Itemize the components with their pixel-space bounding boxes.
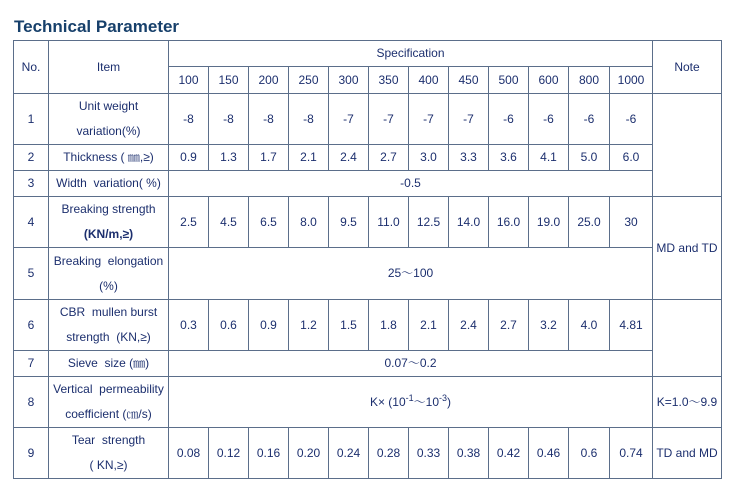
value-cell: 0.6 [569,428,610,479]
value-cell: -7 [409,94,449,145]
value-cell: 0.20 [289,428,329,479]
table-row [14,145,722,171]
value-cell: 1.7 [249,145,289,171]
row-number: 7 [14,351,49,377]
row-item-line: Breaking strength [61,202,156,216]
row-item-line: ( KN,≥) [89,458,128,472]
value-cell: 1.3 [209,145,249,171]
permeability-exp2: -3 [439,392,448,403]
size-header: 200 [249,67,289,94]
value-cell: 0.46 [529,428,569,479]
value-cell: 16.0 [489,197,529,248]
table-row [14,428,722,479]
note-cell-empty [653,94,722,197]
note-k-range: K=1.0～9.9 [653,377,722,428]
row-item [49,94,169,145]
size-header: 400 [409,67,449,94]
value-cell: 11.0 [369,197,409,248]
value-cell: 2.5 [169,197,209,248]
value-cell: 0.9 [169,145,209,171]
row-number: 8 [14,377,49,428]
value-cell: -6 [489,94,529,145]
row-item-line: (KN/m,≥) [83,227,134,241]
row-item-line: Vertical permeability [53,382,164,396]
value-cell: 1.8 [369,300,409,351]
note-cell-empty [653,300,722,377]
row-item [49,351,169,377]
value-cell: 0.24 [329,428,369,479]
value-cell: 0.6 [209,300,249,351]
note-td-md: TD and MD [653,428,722,479]
header-item: Item [49,41,169,94]
row-item [49,248,169,300]
value-cell: -6 [569,94,610,145]
table-row [14,94,722,145]
value-cell: 8.0 [289,197,329,248]
value-cell: 0.08 [169,428,209,479]
value-cell: 0.12 [209,428,249,479]
value-cell: 19.0 [529,197,569,248]
value-cell: 4.5 [209,197,249,248]
row-item [49,145,169,171]
row-item [49,428,169,479]
value-cell: 25.0 [569,197,610,248]
row-item [49,197,169,248]
value-cell: 3.2 [529,300,569,351]
page-title: Technical Parameter [14,17,180,36]
value-cell: 0.74 [610,428,653,479]
span-value-cell: -0.5 [169,171,653,197]
size-header: 1000 [610,67,653,94]
value-cell: 0.3 [169,300,209,351]
row-item-line: Tear strength [71,433,146,447]
header-no: No. [14,41,49,94]
value-cell: 14.0 [449,197,489,248]
table-row [14,377,722,428]
header-note: Note [653,41,722,94]
technical-parameter-table [13,40,722,479]
value-cell: 0.42 [489,428,529,479]
span-value-cell: 25～100 [169,248,653,300]
value-cell: -8 [169,94,209,145]
row-item-line: Thickness ( ㎜,≥) [63,150,154,164]
value-cell: -6 [529,94,569,145]
row-number: 3 [14,171,49,197]
header-specification: Specification [169,41,653,67]
size-header: 350 [369,67,409,94]
value-cell: 5.0 [569,145,610,171]
size-header: 500 [489,67,529,94]
value-cell: -7 [369,94,409,145]
value-cell: 1.2 [289,300,329,351]
value-cell: 3.3 [449,145,489,171]
row-number: 1 [14,94,49,145]
row-item [49,377,169,428]
value-cell: 2.4 [449,300,489,351]
value-cell: -7 [329,94,369,145]
value-cell: 0.16 [249,428,289,479]
value-cell: 3.6 [489,145,529,171]
size-header: 450 [449,67,489,94]
row-item-line: Breaking elongation [53,253,164,268]
row-item-line: coefficient (㎝/s) [65,407,152,421]
size-header: 600 [529,67,569,94]
table-row [14,248,722,300]
value-cell: 4.1 [529,145,569,171]
row-number: 5 [14,248,49,300]
row-number: 9 [14,428,49,479]
value-cell: 1.5 [329,300,369,351]
note-md-td: MD and TD [653,197,722,300]
permeability-prefix: K× (10 [369,394,406,409]
row-number: 6 [14,300,49,351]
header-row [14,41,722,67]
permeability-exp1: -1 [405,392,414,403]
value-cell: -7 [449,94,489,145]
row-item-line: (%) [99,278,118,293]
value-cell: 0.9 [249,300,289,351]
value-cell: 2.7 [369,145,409,171]
value-cell: -6 [610,94,653,145]
row-item-line: CBR mullen burst [59,305,158,319]
value-cell: 6.0 [610,145,653,171]
value-cell: 9.5 [329,197,369,248]
row-number: 4 [14,197,49,248]
row-item [49,171,169,197]
size-header: 250 [289,67,329,94]
table-row [14,300,722,351]
value-cell: 30 [610,197,653,248]
row-item-line: Unit weight [78,99,139,113]
value-cell: -8 [249,94,289,145]
table-row [14,197,722,248]
permeability-mid: ～10 [413,394,440,409]
value-cell: 2.7 [489,300,529,351]
value-cell: -8 [209,94,249,145]
value-cell: 3.0 [409,145,449,171]
value-cell: 2.1 [289,145,329,171]
table-row [14,351,722,377]
value-cell: 4.81 [610,300,653,351]
value-cell: 12.5 [409,197,449,248]
row-number: 2 [14,145,49,171]
size-header: 100 [169,67,209,94]
row-item-line: strength (KN,≥) [66,330,151,344]
row-item-line: variation(%) [76,124,141,138]
row-item-line: Sieve size (㎜) [67,356,150,370]
size-header: 150 [209,67,249,94]
row-item [49,300,169,351]
span-value-cell: 0.07～0.2 [169,351,653,377]
value-cell: 6.5 [249,197,289,248]
size-header: 800 [569,67,610,94]
value-cell: 4.0 [569,300,610,351]
value-cell: 0.38 [449,428,489,479]
table-row [14,171,722,197]
row-item-line: Width variation( %) [56,176,161,190]
size-header: 300 [329,67,369,94]
value-cell: 0.33 [409,428,449,479]
value-cell: -8 [289,94,329,145]
span-value-cell [169,377,653,428]
value-cell: 2.1 [409,300,449,351]
value-cell: 0.28 [369,428,409,479]
permeability-suffix: ) [447,394,452,409]
value-cell: 2.4 [329,145,369,171]
